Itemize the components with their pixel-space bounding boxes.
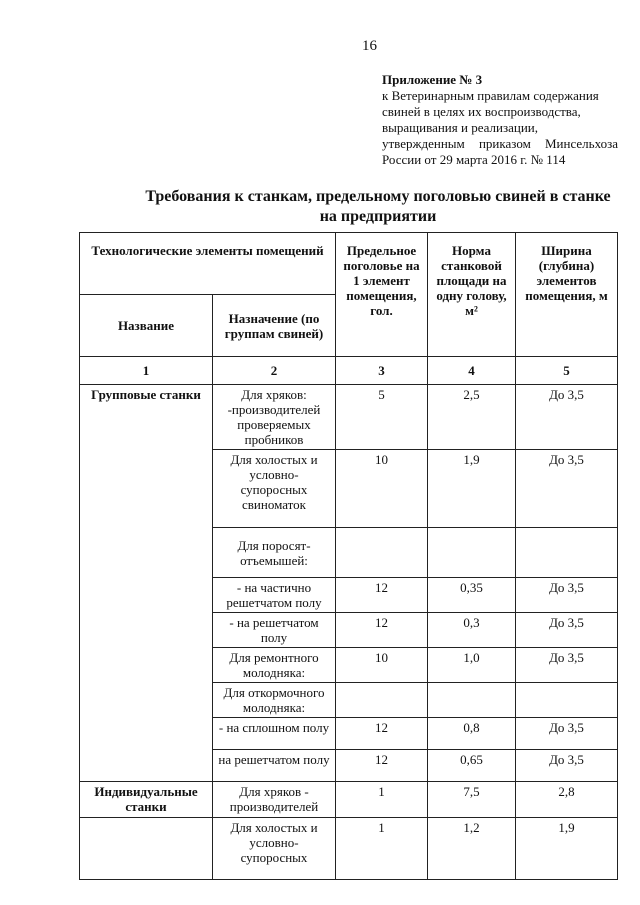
row-width: До 3,5 [516,450,618,528]
appendix-approved-line [382,136,618,152]
row-area: 1,0 [428,648,516,683]
row-area [428,528,516,578]
header-max-heads: Предельное поголовье на 1 элемент помещения, гол. [336,233,428,357]
col-number: 4 [428,357,516,385]
row-purpose: Для хряков - производителей [213,782,336,818]
col-number: 5 [516,357,618,385]
row-width: 2,8 [516,782,618,818]
row-width: До 3,5 [516,648,618,683]
row-heads [336,683,428,718]
table-row [80,782,618,818]
row-width [516,683,618,718]
appendix-line: выращивания и реализации, [382,120,538,135]
row-heads: 12 [336,718,428,750]
group-name-individual-pens: Индивидуальные станки [80,782,213,818]
row-purpose: - на сплошном полу [213,718,336,750]
appendix-date-line: России от 29 марта 2016 г. № 114 [382,152,566,167]
document-title [140,187,616,227]
row-width: До 3,5 [516,750,618,782]
row-area: 0,35 [428,578,516,613]
row-area: 0,65 [428,750,516,782]
row-width: До 3,5 [516,718,618,750]
header-width: Ширина (глубина) элементов помещения, м [516,233,618,357]
row-area [428,683,516,718]
row-width: До 3,5 [516,613,618,648]
row-width: 1,9 [516,818,618,880]
row-purpose: Для ремонтного молодняка: [213,648,336,683]
appendix-block [382,72,618,168]
row-heads: 12 [336,578,428,613]
col-number: 2 [213,357,336,385]
document-title-line2: на предприятии [319,208,437,225]
appendix-line: к Ветеринарным правилам содержания [382,88,599,103]
row-purpose: Для откормочного молодняка: [213,683,336,718]
row-heads: 12 [336,750,428,782]
row-area: 7,5 [428,782,516,818]
document-title-line1: Требования к станкам, предельному поголовью свиней в станке [145,188,611,205]
row-purpose: - на частично решетчатом полу [213,578,336,613]
appendix-approved-mid: приказом [478,136,531,151]
row-heads: 10 [336,450,428,528]
row-area: 1,2 [428,818,516,880]
row-heads: 10 [336,648,428,683]
page-number: 16 [362,38,377,54]
row-width: До 3,5 [516,578,618,613]
appendix-approved-right: Минсельхоза [544,136,618,151]
col-number: 3 [336,357,428,385]
appendix-line: свиней в целях их воспроизводства, [382,104,581,119]
row-purpose: Для холостых и условно-супоросных свиноматок [213,450,336,528]
row-purpose: Для хряков: -производителей проверяемых пробников [213,385,336,450]
row-heads [336,528,428,578]
row-area: 0,3 [428,613,516,648]
col-number: 1 [80,357,213,385]
header-name: Название [80,295,213,357]
row-name-empty [80,818,213,880]
row-heads: 12 [336,613,428,648]
header-tech-elements: Технологические элементы помещений [80,233,336,295]
row-purpose: - на решетчатом полу [213,613,336,648]
table-row [80,385,618,450]
row-area: 2,5 [428,385,516,450]
row-purpose: Для поросят-отъемышей: [213,528,336,578]
row-purpose: на решетчатом полу [213,750,336,782]
row-heads: 1 [336,782,428,818]
table-row [80,818,618,880]
row-width [516,528,618,578]
appendix-approved-left: утвержденным [382,136,465,151]
requirements-table [79,232,618,880]
row-width: До 3,5 [516,385,618,450]
row-heads: 5 [336,385,428,450]
header-area-norm: Норма станковой площади на одну голову, м² [428,233,516,357]
header-purpose: Назначение (по группам свиней) [213,295,336,357]
row-purpose: Для холостых и условно-супоросных [213,818,336,880]
row-area: 0,8 [428,718,516,750]
row-area: 1,9 [428,450,516,528]
row-heads: 1 [336,818,428,880]
group-name-group-pens: Групповые станки [80,385,213,782]
appendix-heading: Приложение № 3 [382,72,483,87]
